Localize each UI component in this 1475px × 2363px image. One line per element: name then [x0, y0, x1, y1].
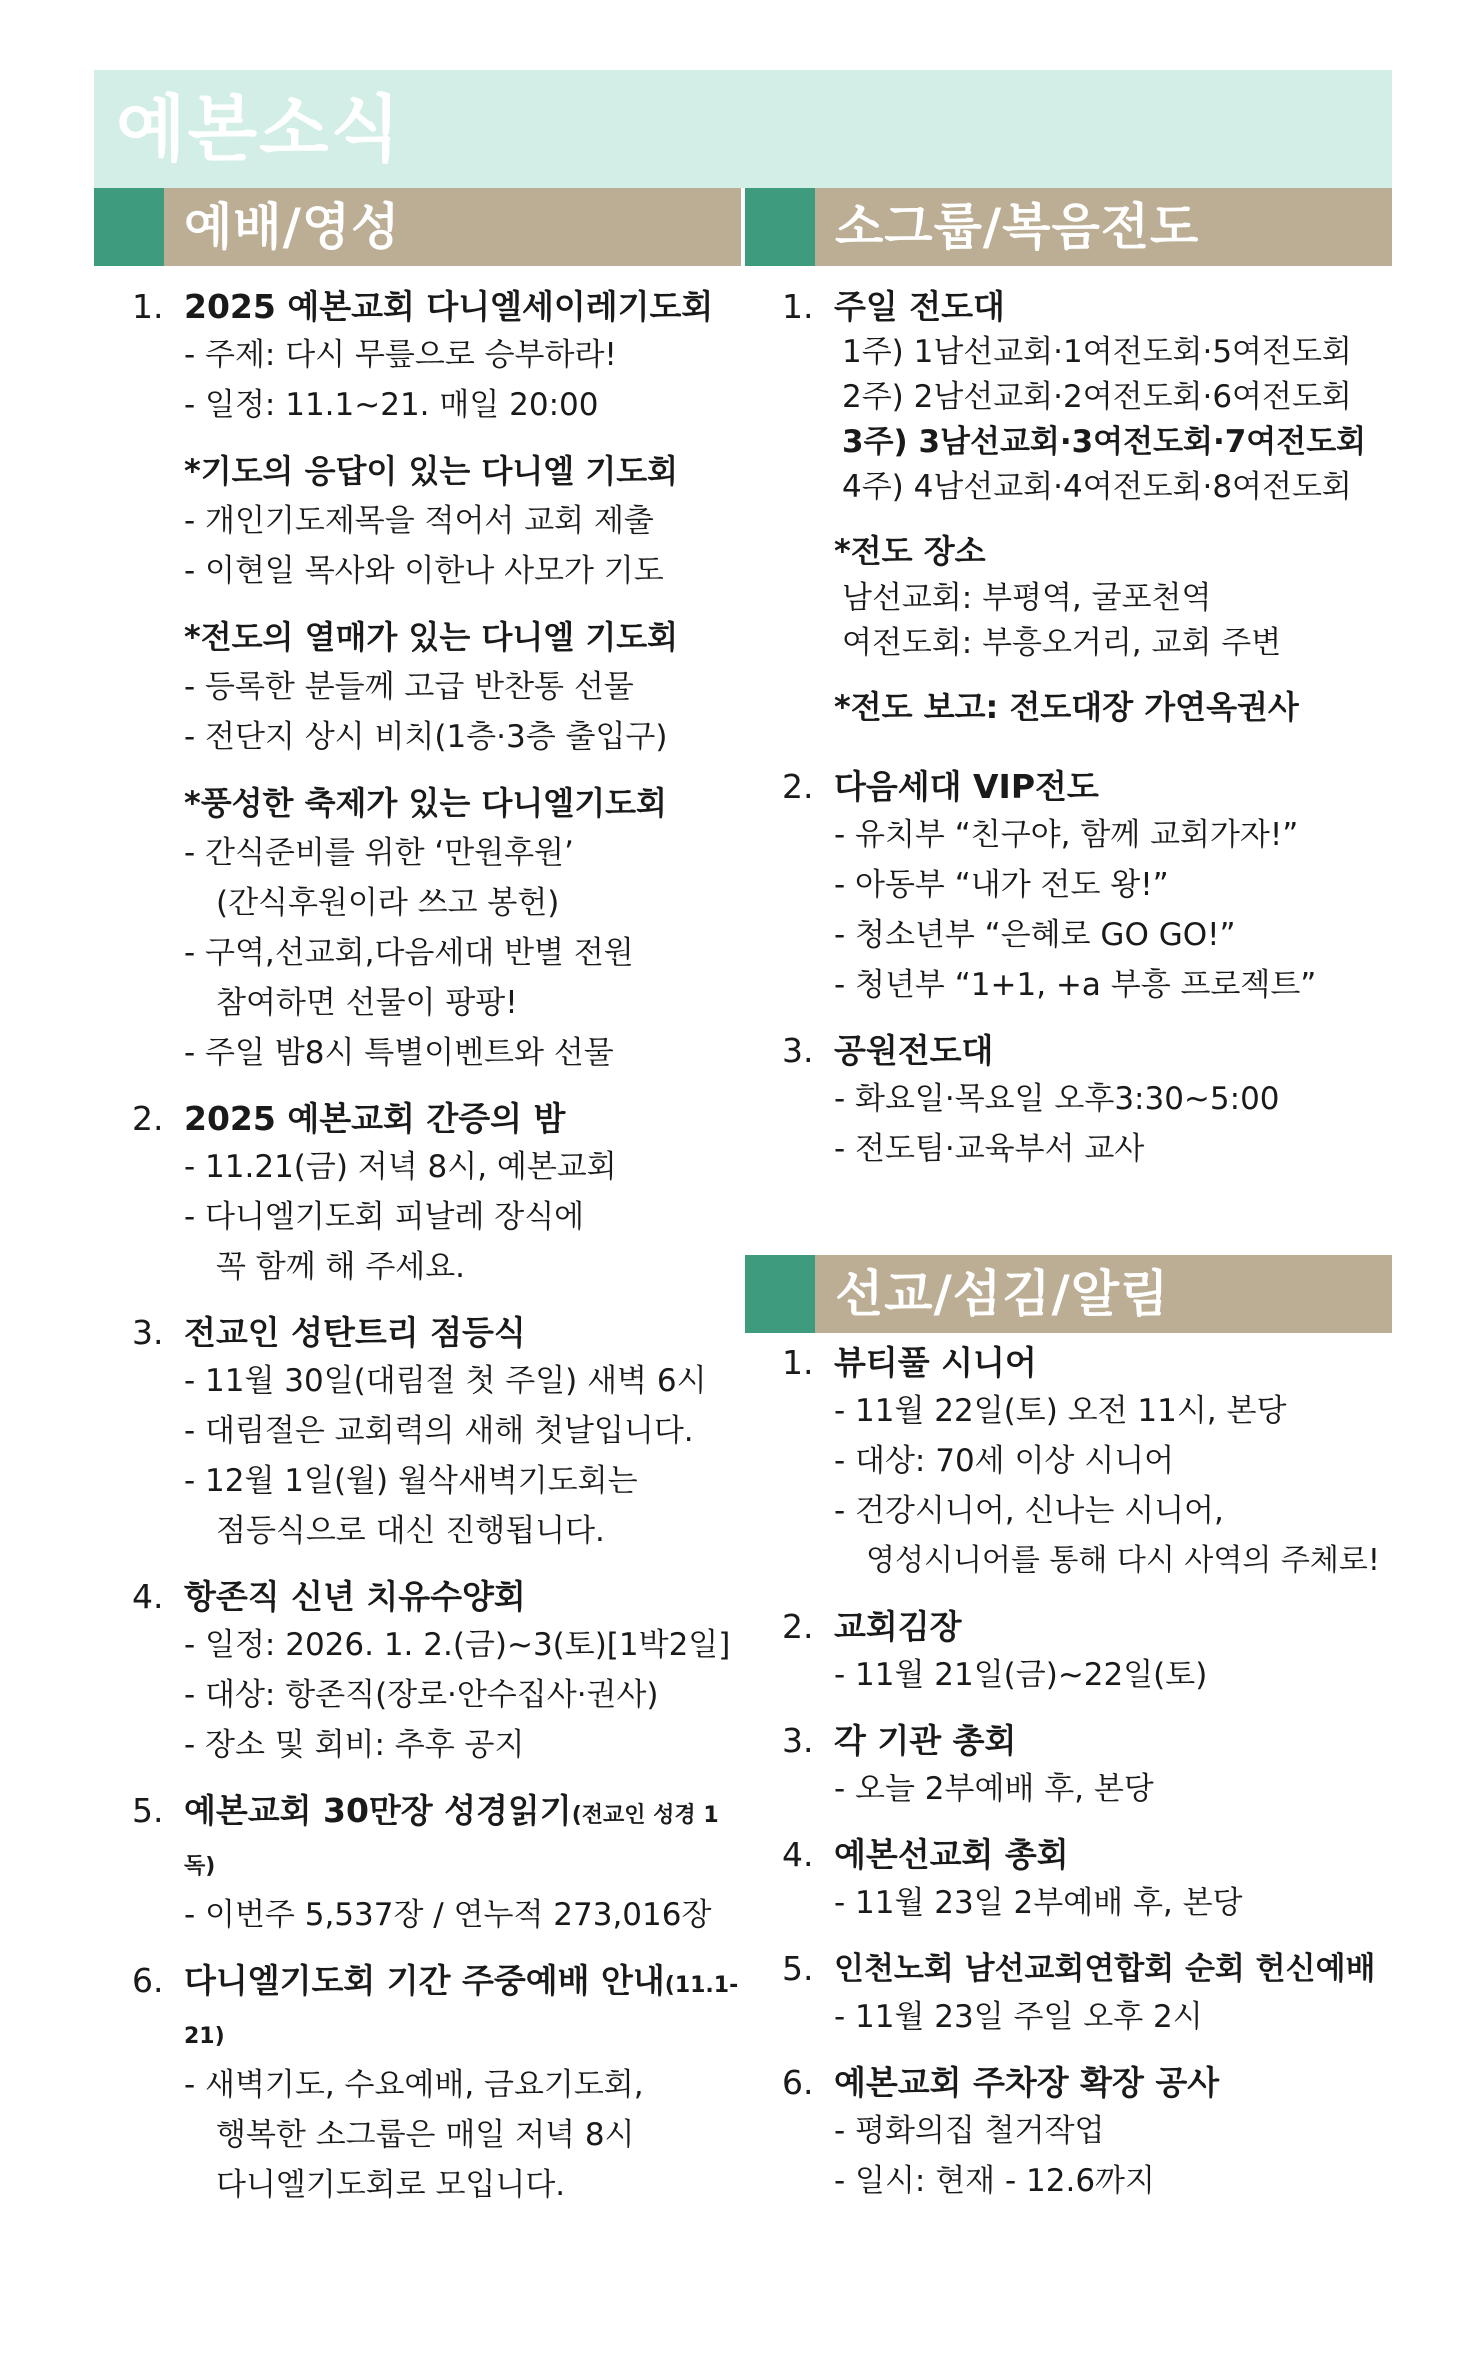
sub-heading: *풍성한 축제가 있는 다니엘기도회 — [184, 784, 667, 822]
sub-heading: *기도의 응답이 있는 다니엘 기도회 — [184, 452, 679, 490]
item-title: 6. 다니엘기도회 기간 주중예배 안내(11.1-21) — [132, 1961, 739, 2049]
item-title: 1. 뷰티풀 시니어 — [782, 1343, 1037, 1382]
item-line: - 유치부 “친구야, 함께 교회가자!” — [834, 817, 1299, 853]
item-title: 6. 예본교회 주차장 확장 공사 — [782, 2063, 1220, 2102]
item-title: 2. 다음세대 VIP전도 — [782, 767, 1099, 806]
week-line: 2주) 2남선교회·2여전도회·6여전도회 — [842, 379, 1352, 415]
list-item — [132, 284, 742, 1078]
item-line: - 구역,선교회,다음세대 반별 전원 — [184, 935, 634, 971]
item-line: 행복한 소그룹은 매일 저녁 8시 — [216, 2117, 635, 2153]
page-banner — [94, 70, 1392, 188]
place-line: 남선교회: 부평역, 굴포천역 — [842, 580, 1212, 616]
item-line: - 오늘 2부예배 후, 본당 — [834, 1771, 1154, 1807]
item-line: - 일정: 11.1~21. 매일 20:00 — [184, 387, 599, 423]
item-title: 1. 주일 전도대 — [782, 287, 1005, 326]
list-item — [782, 1832, 1382, 1928]
item-line: - 이번주 5,537장 / 연누적 273,016장 — [184, 1897, 712, 1933]
list-item — [782, 1028, 1382, 1174]
item-line: 꼭 함께 해 주세요. — [216, 1249, 466, 1285]
place-line: 여전도회: 부흥오거리, 교회 주변 — [842, 625, 1282, 661]
item-title: 4. 예본선교회 총회 — [782, 1835, 1069, 1874]
item-line: - 청소년부 “은혜로 GO GO!” — [834, 917, 1236, 953]
item-line: - 간식준비를 위한 ‘만원후원’ — [184, 835, 574, 871]
section-title-mission: 선교/섬김/알림 — [835, 1265, 1170, 1323]
item-line: - 청년부 “1+1, +a 부흥 프로젝트” — [834, 967, 1317, 1003]
item-line: - 새벽기도, 수요예배, 금요기도회, — [184, 2067, 644, 2103]
item-line: - 다니엘기도회 피날레 장식에 — [184, 1199, 585, 1235]
item-line: - 아동부 “내가 전도 왕!” — [834, 867, 1169, 903]
item-title: 2. 교회김장 — [782, 1607, 962, 1646]
smallgroup-column — [782, 284, 1382, 1192]
section-accent — [745, 188, 815, 266]
item-line: - 주일 밤8시 특별이벤트와 선물 — [184, 1035, 614, 1071]
item-line: - 11월 22일(토) 오전 11시, 본당 — [834, 1393, 1287, 1429]
item-title: 5. 예본교회 30만장 성경읽기(전교인 성경 1독) — [132, 1791, 719, 1879]
section-accent — [94, 188, 164, 266]
sub-heading: *전도의 열매가 있는 다니엘 기도회 — [184, 618, 679, 656]
list-item — [132, 1574, 742, 1770]
item-line: - 11월 30일(대림절 첫 주일) 새벽 6시 — [184, 1363, 707, 1399]
list-item — [132, 1310, 742, 1556]
item-line: - 장소 및 회비: 추후 공지 — [184, 1727, 525, 1763]
item-line: 점등식으로 대신 진행됩니다. — [216, 1513, 605, 1549]
item-line: - 평화의집 철거작업 — [834, 2113, 1105, 2149]
item-line: - 11.21(금) 저녁 8시, 예본교회 — [184, 1149, 617, 1185]
week-line: 4주) 4남선교회·4여전도회·8여전도회 — [842, 469, 1352, 505]
item-title: 3. 전교인 성탄트리 점등식 — [132, 1313, 526, 1352]
item-line: - 건강시니어, 신나는 시니어, — [834, 1493, 1224, 1529]
section-title-smallgroup: 소그룹/복음전도 — [835, 198, 1200, 256]
week-line: 1주) 1남선교회·1여전도회·5여전도회 — [842, 334, 1352, 370]
item-line: - 12월 1일(월) 월삭새벽기도회는 — [184, 1463, 638, 1499]
item-line: 영성시니어를 통해 다시 사역의 주체로! — [866, 1543, 1380, 1578]
item-line: 다니엘기도회로 모입니다. — [216, 2167, 566, 2203]
item-line: - 11월 21일(금)~22일(토) — [834, 1657, 1208, 1693]
sub-heading: *전도 보고: 전도대장 가연옥권사 — [834, 688, 1299, 726]
section-header-mission — [745, 1255, 1392, 1333]
item-line: - 전도팀·교육부서 교사 — [834, 1131, 1145, 1167]
item-line: - 전단지 상시 비치(1층·3층 출입구) — [184, 719, 668, 755]
item-line: - 11월 23일 주일 오후 2시 — [834, 1999, 1203, 2035]
item-line: - 일시: 현재 - 12.6까지 — [834, 2163, 1155, 2199]
item-title: 4. 항존직 신년 치유수양회 — [132, 1577, 526, 1616]
item-line: - 등록한 분들께 고급 반찬통 선물 — [184, 669, 634, 705]
item-title: 3. 각 기관 총회 — [782, 1721, 1017, 1760]
page-title: 예본소식 — [116, 87, 403, 171]
section-title-worship: 예배/영성 — [184, 198, 401, 256]
list-item — [782, 1718, 1382, 1814]
list-item — [782, 1340, 1382, 1586]
list-item — [132, 1958, 742, 2210]
item-line: - 개인기도제목을 적어서 교회 제출 — [184, 503, 654, 539]
section-header-smallgroup — [745, 188, 1392, 266]
worship-column — [132, 284, 742, 2228]
list-item — [132, 1096, 742, 1292]
list-item — [782, 1946, 1382, 2042]
list-item — [782, 284, 1382, 732]
item-line: - 화요일·목요일 오후3:30~5:00 — [834, 1081, 1280, 1117]
item-line: - 대상: 70세 이상 시니어 — [834, 1443, 1175, 1479]
item-line: - 대상: 항존직(장로·안수집사·권사) — [184, 1677, 659, 1713]
item-line: - 11월 23일 2부예배 후, 본당 — [834, 1885, 1243, 1921]
mission-column — [782, 1340, 1382, 2224]
item-line: (간식후원이라 쓰고 봉헌) — [216, 885, 560, 921]
item-line: - 이현일 목사와 이한나 사모가 기도 — [184, 553, 664, 589]
list-item — [782, 2060, 1382, 2206]
item-line: 참여하면 선물이 팡팡! — [216, 985, 518, 1021]
list-item — [782, 1604, 1382, 1700]
item-title: 1. 2025 예본교회 다니엘세이레기도회 — [132, 287, 714, 326]
list-item — [782, 764, 1382, 1010]
week-line-current: 3주) 3남선교회·3여전도회·7여전도회 — [842, 424, 1367, 460]
list-item — [132, 1788, 742, 1940]
sub-heading: *전도 장소 — [834, 532, 986, 570]
item-title: 5. 인천노회 남선교회연합회 순회 헌신예배 — [782, 1949, 1376, 1988]
item-line: - 대림절은 교회력의 새해 첫날입니다. — [184, 1413, 694, 1449]
section-accent — [745, 1255, 815, 1333]
item-title: 2. 2025 예본교회 간증의 밤 — [132, 1099, 566, 1138]
item-title: 3. 공원전도대 — [782, 1031, 994, 1070]
item-line: - 주제: 다시 무릎으로 승부하라! — [184, 337, 617, 373]
item-line: - 일정: 2026. 1. 2.(금)~3(토)[1박2일] — [184, 1627, 731, 1663]
section-header-worship — [94, 188, 741, 266]
